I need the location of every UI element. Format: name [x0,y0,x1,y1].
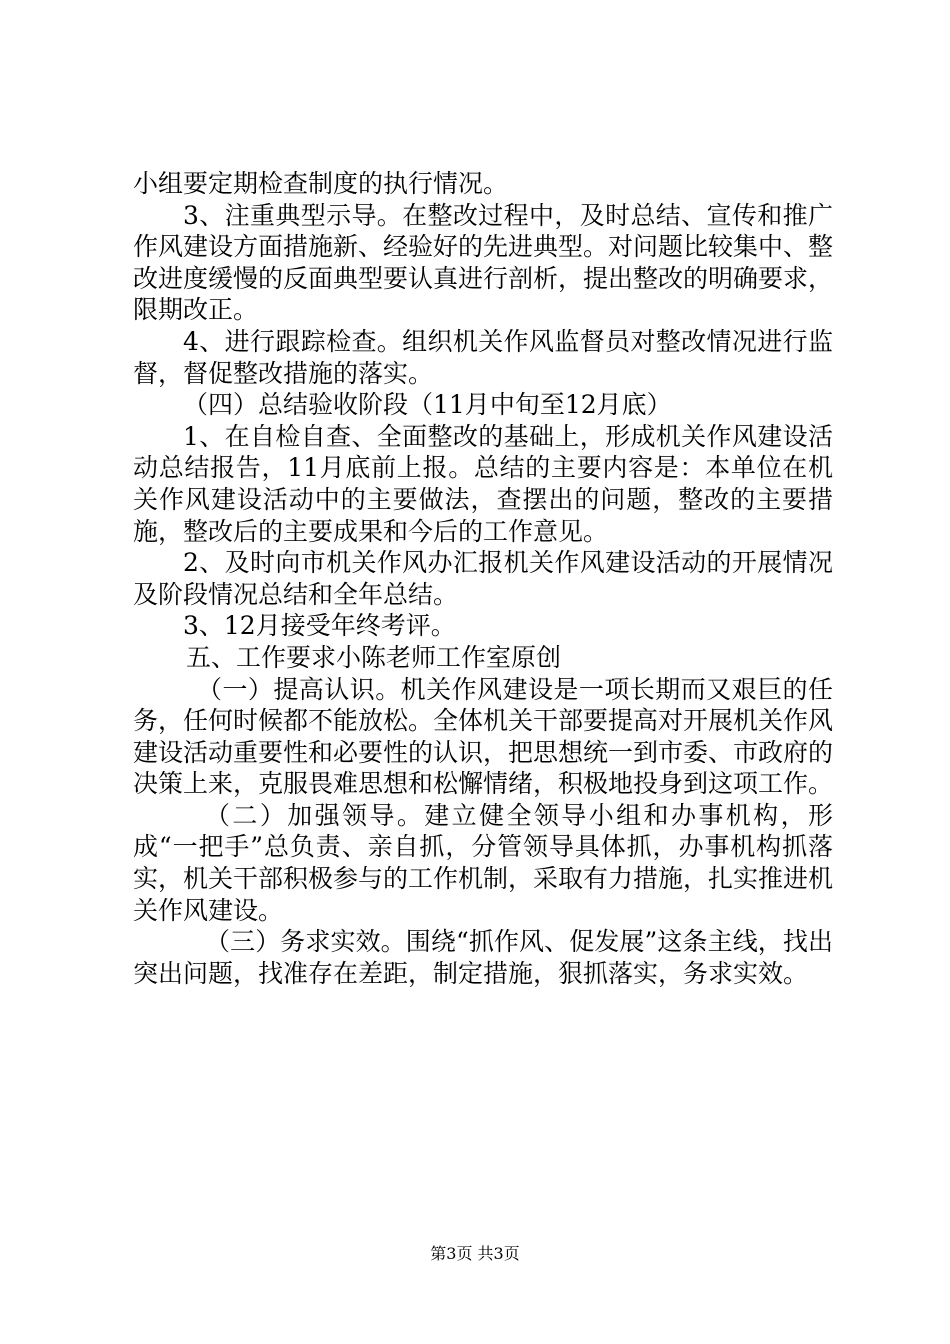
paragraph-item-3-typical-examples: 3、注重典型示导。在整改过程中，及时总结、宣传和推广作风建设方面措施新、经验好的先进典型。对问题比较集中、整改进度缓慢的反面典型要认真进行剖析，提出整改的明确要求，限期改正。 [133,200,834,325]
paragraph-continuation: 小组要定期检查制度的执行情况。 [133,169,509,198]
paragraph-requirement-3-effectiveness: （三）务求实效。围绕“抓作风、促发展”这条主线，找出突出问题，找准存在差距，制定措施，狠抓落实，务求实效。 [133,927,833,988]
paragraph-item-3-annual-review: 3、12月接受年终考评。 [183,611,456,641]
paragraph-item-2-report-progress: 2、及时向市机关作风办汇报机关作风建设活动的开展情况及阶段情况总结和全年总结。 [133,548,833,609]
section-heading-work-requirements: 五、工作要求小陈老师工作室原创 [186,642,562,672]
paragraph-item-4-follow-up-check: 4、进行跟踪检查。组织机关作风监督员对整改情况进行监督，督促整改措施的落实。 [133,326,833,388]
paragraph-requirement-1-awareness: （一）提高认识。机关作风建设是一项长期而又艰巨的任务，任何时候都不能放松。全体机关干部要提高对开展机关作风建设活动重要性和必要性的认识，把思想统一到市委、市政府的决策上来，克服畏难思想和松懈情绪，积极地投身到这项工作。 [133,674,834,799]
section-heading-summary-stage: （四）总结验收阶段（11月中旬至12月底） [183,390,672,420]
page-number-footer: 第3页 共3页 [430,1244,520,1263]
paragraph-requirement-2-leadership: （二）加强领导。建立健全领导小组和办事机构，形成“一把手”总负责、亲自抓，分管领导具体抓，办事机构抓落实，机关干部积极参与的工作机制，采取有力措施，扎实推进机关作风建设。 [133,800,834,925]
paragraph-item-1-summary-report: 1、在自检自查、全面整改的基础上，形成机关作风建设活动总结报告，11月底前上报。总结的主要内容是：本单位在机关作风建设活动中的主要做法，查摆出的问题，整改的主要措施，整改后的主要成果和今后的工作意见。 [133,421,833,546]
document-body [133,168,833,989]
